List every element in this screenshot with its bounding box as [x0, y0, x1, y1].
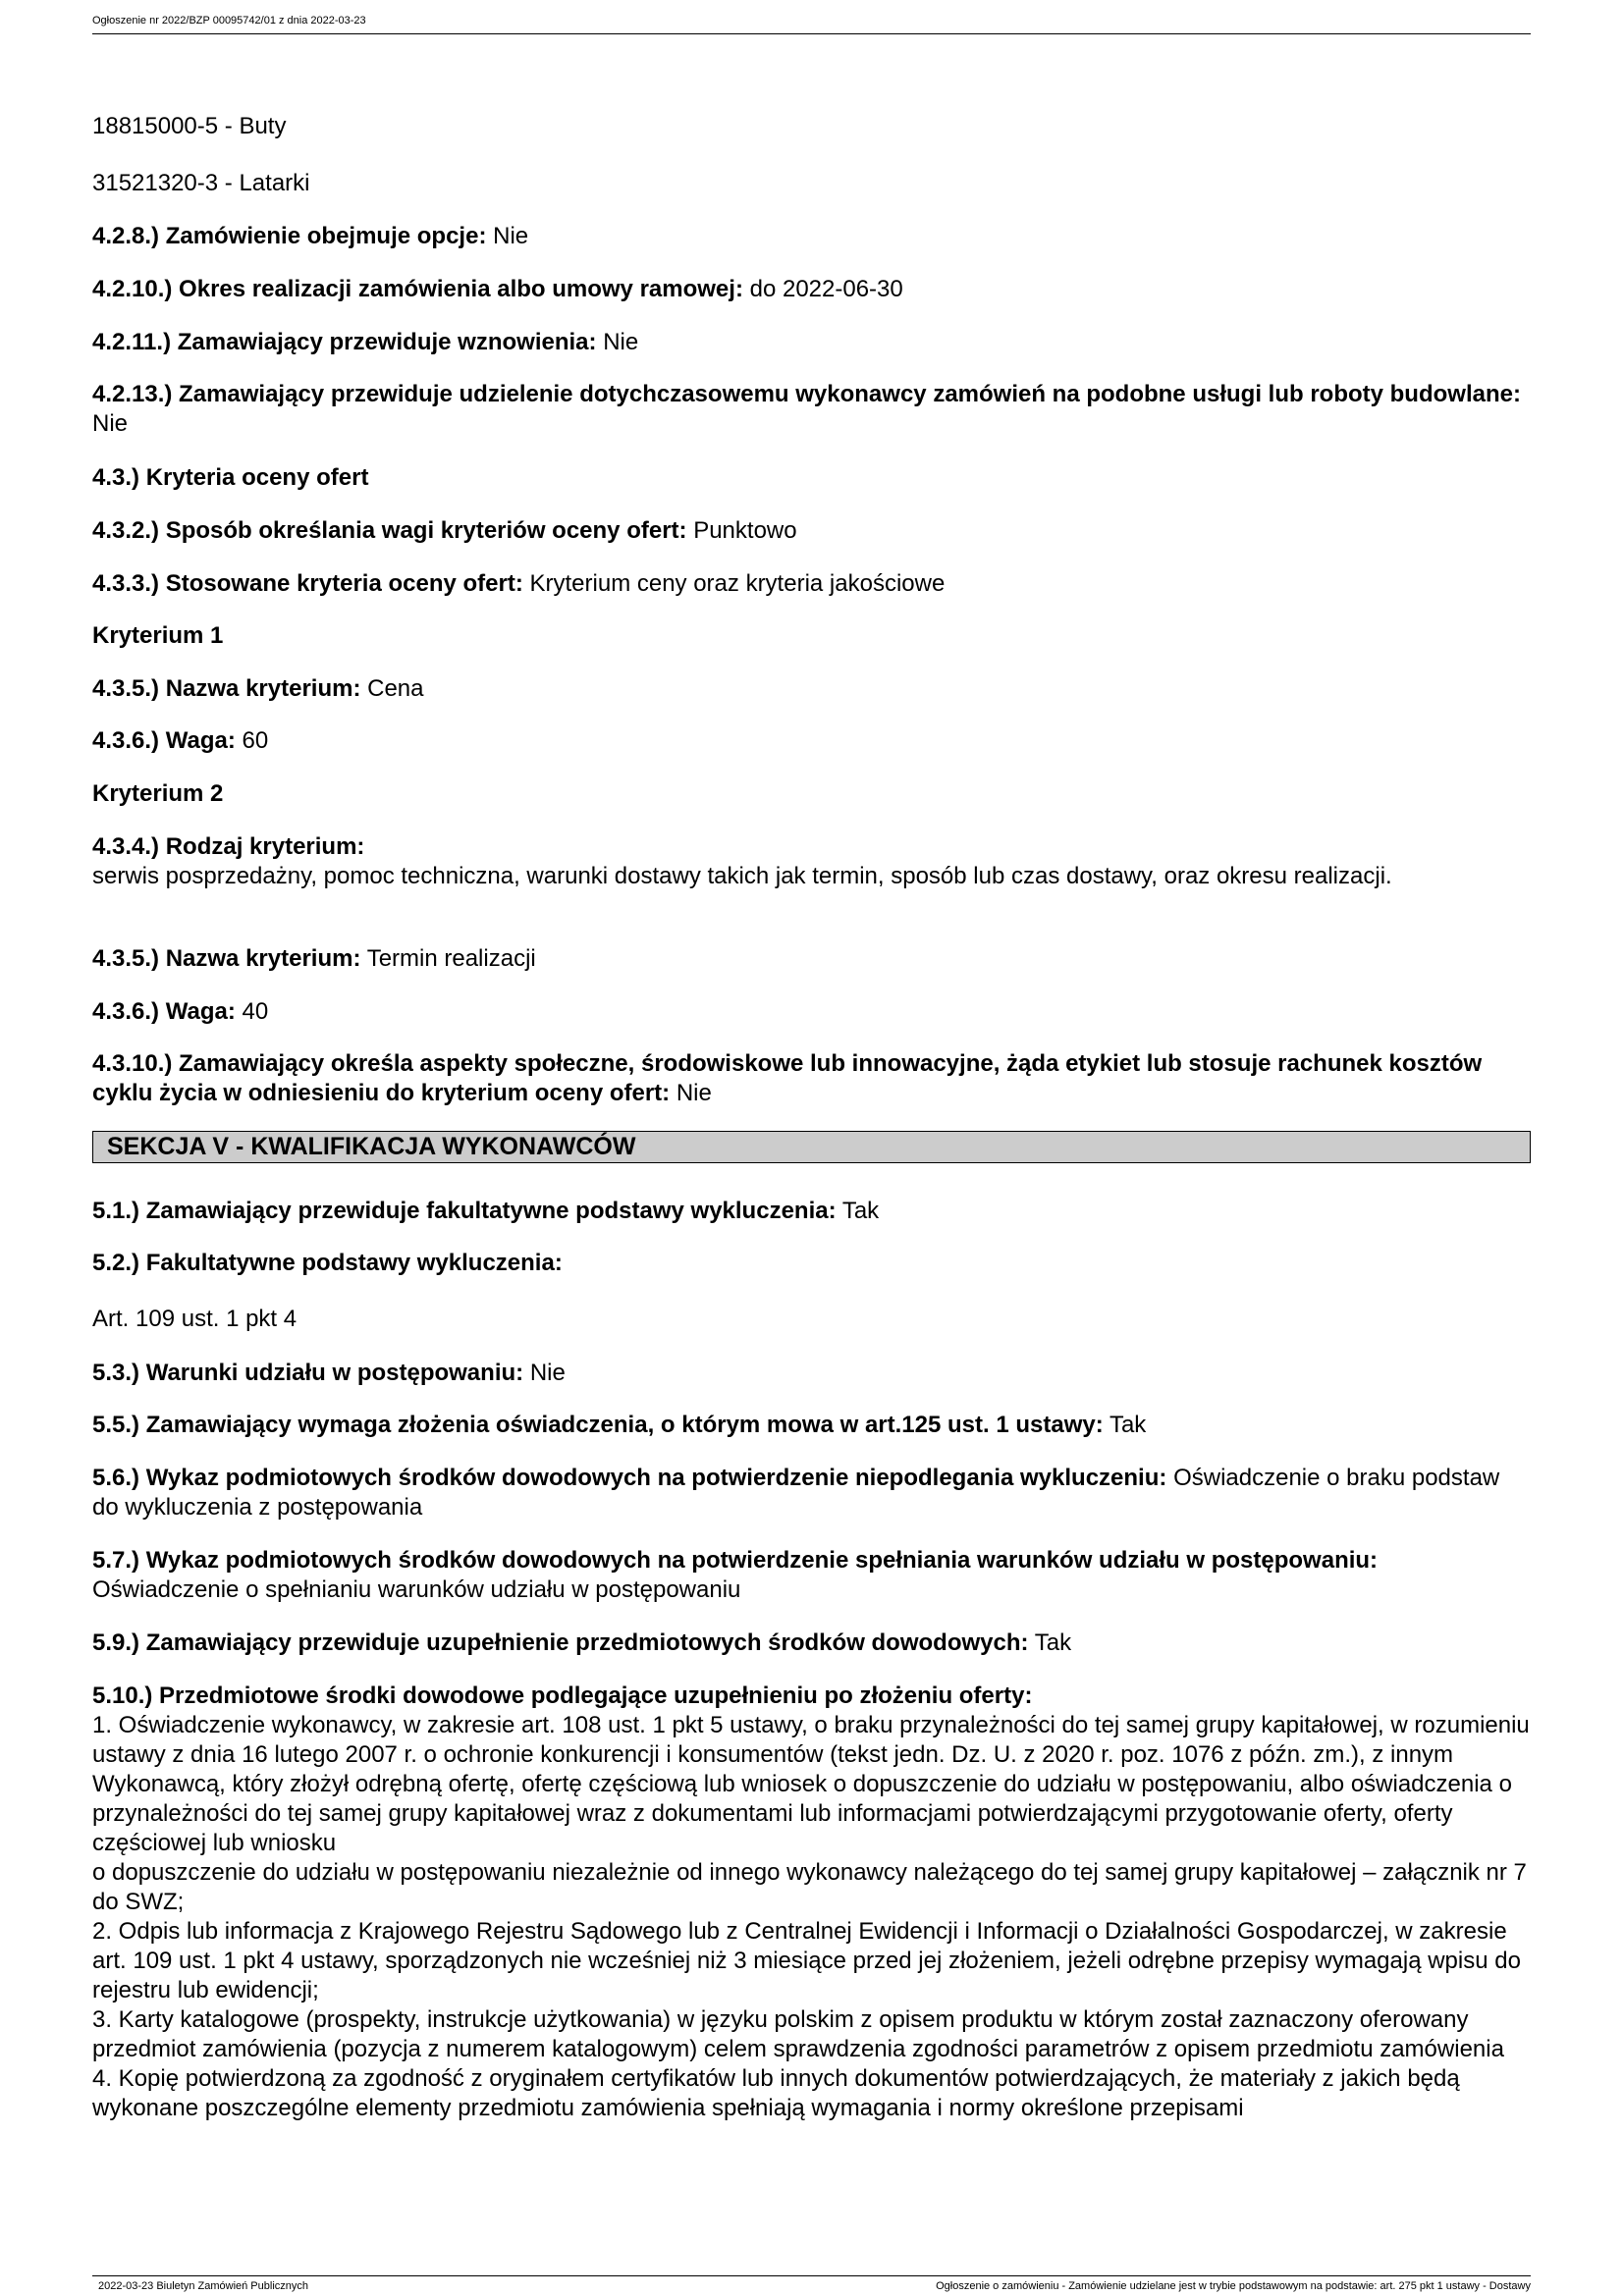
heading-kryterium-1: Kryterium 1: [92, 622, 224, 649]
field-value: Oświadczenie o spełnianiu warunków udziału w postępowaniu: [92, 1576, 741, 1603]
field-value: 60: [242, 727, 269, 754]
field-value: Nie: [529, 1360, 566, 1386]
field-5-10: [92, 1682, 1531, 2123]
page-header: Ogłoszenie nr 2022/BZP 00095742/01 z dnia 2022-03-23: [92, 15, 366, 27]
field-sposob-wagi: [92, 516, 1531, 546]
section-title: SEKCJA V - KWALIFIKACJA WYKONAWCÓW: [107, 1133, 636, 1160]
list-item: 2. Odpis lub informacja z Krajowego Rejestru Sądowego lub z Centralnej Ewidencji i Informacji o Działalności Gospodarczej, w zakresie art. 109 ust. 1 pkt 4 ustawy, sporządzonych nie wcześniej niż 3 miesiące przed jej złożeniem, jeżeli odrębne przepisy wymagają wpisu do rejestru lub ewidencji;: [92, 1918, 1521, 2003]
field-k2-waga: [92, 997, 1531, 1027]
field-label: 4.3.10.) Zamawiający określa aspekty społeczne, środowiskowe lub innowacyjne, żąda etykiet lub stosuje rachunek kosztów cyklu życia w odniesieniu do kryterium oceny ofert:: [92, 1050, 1483, 1106]
field-5-6: [92, 1464, 1531, 1522]
field-okres-realizacji: [92, 275, 1531, 304]
field-label: 4.2.11.) Zamawiający przewiduje wznowienia:: [92, 329, 597, 355]
heading-kryterium-2: Kryterium 2: [92, 780, 224, 807]
field-udzielenie: [92, 380, 1531, 439]
field-value: 40: [242, 998, 269, 1025]
field-label: 4.3.2.) Sposób określania wagi kryteriów oceny ofert:: [92, 517, 687, 544]
field-label: 4.3.5.) Nazwa kryterium:: [92, 945, 361, 972]
field-label: 5.10.) Przedmiotowe środki dowodowe podlegające uzupełnieniu po złożeniu oferty:: [92, 1682, 1033, 1709]
field-stosowane-kryteria: [92, 569, 1531, 599]
field-5-2: [92, 1249, 1531, 1278]
field-label: 4.3.4.) Rodzaj kryterium:: [92, 833, 365, 860]
field-aspekty: [92, 1049, 1531, 1108]
field-value: Nie: [603, 329, 639, 355]
field-opcje: [92, 222, 1531, 251]
list-item: 3. Karty katalogowe (prospekty, instrukcje użytkowania) w języku polskim z opisem produktu w którym został zaznaczony oferowany przedmiot zamówienia (pozycja z numerem katalogowym) celem sprawdzenia zgodności parametrów z opisem przedmiotu zamówienia: [92, 2006, 1504, 2062]
field-k1-waga: [92, 726, 1531, 756]
field-5-2-value: Art. 109 ust. 1 pkt 4: [92, 1306, 298, 1332]
field-label: 4.3.3.) Stosowane kryteria oceny ofert:: [92, 570, 523, 597]
field-label: 5.2.) Fakultatywne podstawy wykluczenia:: [92, 1250, 563, 1276]
field-wznowienia: [92, 328, 1531, 357]
field-label: 5.9.) Zamawiający przewiduje uzupełnienie przedmiotowych środków dowodowych:: [92, 1629, 1029, 1656]
field-label: 4.3.6.) Waga:: [92, 998, 236, 1025]
field-label: 5.7.) Wykaz podmiotowych środków dowodowych na potwierdzenie spełniania warunków udziału w postępowaniu:: [92, 1547, 1379, 1574]
field-label: 4.3.6.) Waga:: [92, 727, 236, 754]
field-5-9: [92, 1629, 1531, 1658]
list-item: 4. Kopię potwierdzoną za zgodność z oryginałem certyfikatów lub innych dokumentów potwierdzających, że materiały z jakich będą wykonane poszczególne elementy przedmiotu zamówienia spełniają wymagania i normy określone przepisami: [92, 2065, 1460, 2121]
field-value: Termin realizacji: [366, 945, 536, 972]
field-value: Kryterium ceny oraz kryteria jakościowe: [529, 570, 946, 597]
field-label: 5.3.) Warunki udziału w postępowaniu:: [92, 1360, 524, 1386]
field-k2-nazwa: [92, 944, 1531, 974]
field-5-3: [92, 1359, 1531, 1388]
field-5-1: [92, 1197, 1531, 1226]
field-label: 5.1.) Zamawiający przewiduje fakultatywne podstawy wykluczenia:: [92, 1198, 837, 1224]
field-value: serwis posprzedażny, pomoc techniczna, warunki dostawy takich jak termin, sposób lub czas dostawy, oraz okresu realizacji.: [92, 863, 1392, 889]
field-value: Nie: [92, 410, 129, 437]
field-value: Tak: [1034, 1629, 1072, 1656]
field-label: 4.2.8.) Zamówienie obejmuje opcje:: [92, 223, 487, 249]
section-v-header: [92, 1131, 1531, 1163]
footer-left: 2022-03-23 Biuletyn Zamówień Publicznych: [98, 2280, 309, 2292]
field-5-7: [92, 1546, 1531, 1605]
field-value: Punktowo: [693, 517, 797, 544]
field-value: Nie: [493, 223, 529, 249]
field-value: Nie: [676, 1080, 712, 1106]
list-item: 1. Oświadczenie wykonawcy, w zakresie art. 108 ust. 1 pkt 5 ustawy, o braku przynależności do tej samej grupy kapitałowej, w rozumieniu ustawy z dnia 16 lutego 2007 r. o ochronie konkurencji i konsumentów (tekst jedn. Dz. U. z 2020 r. poz. 1076 z późn. zm.), z innym Wykonawcą, który złożył odrębną ofertę, ofertę częściową lub wniosek o dopuszczenie do udziału w postępowaniu, albo oświadczenia o przynależności do tej samej grupy kapitałowej wraz z dokumentami lub informacjami potwierdzającymi przygotowanie oferty, oferty częściowej lub wniosku: [92, 1712, 1530, 1856]
field-label: 4.3.5.) Nazwa kryterium:: [92, 675, 361, 702]
field-k2-rodzaj: [92, 832, 1531, 891]
field-5-5: [92, 1411, 1531, 1440]
heading-kryteria: 4.3.) Kryteria oceny ofert: [92, 464, 369, 491]
field-value: Oświadczenie o braku podstaw do wykluczenia z postępowania: [92, 1465, 1500, 1521]
field-value: do 2022-06-30: [749, 276, 903, 302]
field-label: 5.6.) Wykaz podmiotowych środków dowodowych na potwierdzenie niepodlegania wykluczeniu:: [92, 1465, 1167, 1491]
field-value: Cena: [367, 675, 424, 702]
field-value: Tak: [1109, 1412, 1147, 1438]
field-label: 4.2.13.) Zamawiający przewiduje udzielenie dotychczasowemu wykonawcy zamówień na podobne usługi lub roboty budowlane:: [92, 381, 1521, 407]
header-divider: [92, 33, 1531, 34]
field-k1-nazwa: [92, 674, 1531, 704]
footer-divider: [92, 2275, 1531, 2276]
footer-right: Ogłoszenie o zamówieniu - Zamówienie udzielane jest w trybie podstawowym na podstawie: art. 275 pkt 1 ustawy - Dostawy: [936, 2280, 1531, 2292]
cpv-code-2: 31521320-3 - Latarki: [92, 170, 310, 196]
list-item: o dopuszczenie do udziału w postępowaniu niezależnie od innego wykonawcy należącego do tej samej grupy kapitałowej – załącznik nr 7 do SWZ;: [92, 1859, 1527, 1915]
field-label: 4.2.10.) Okres realizacji zamówienia albo umowy ramowej:: [92, 276, 743, 302]
cpv-code-1: 18815000-5 - Buty: [92, 113, 287, 139]
field-label: 5.5.) Zamawiający wymaga złożenia oświadczenia, o którym mowa w art.125 ust. 1 ustawy:: [92, 1412, 1104, 1438]
field-value: Tak: [841, 1198, 880, 1224]
